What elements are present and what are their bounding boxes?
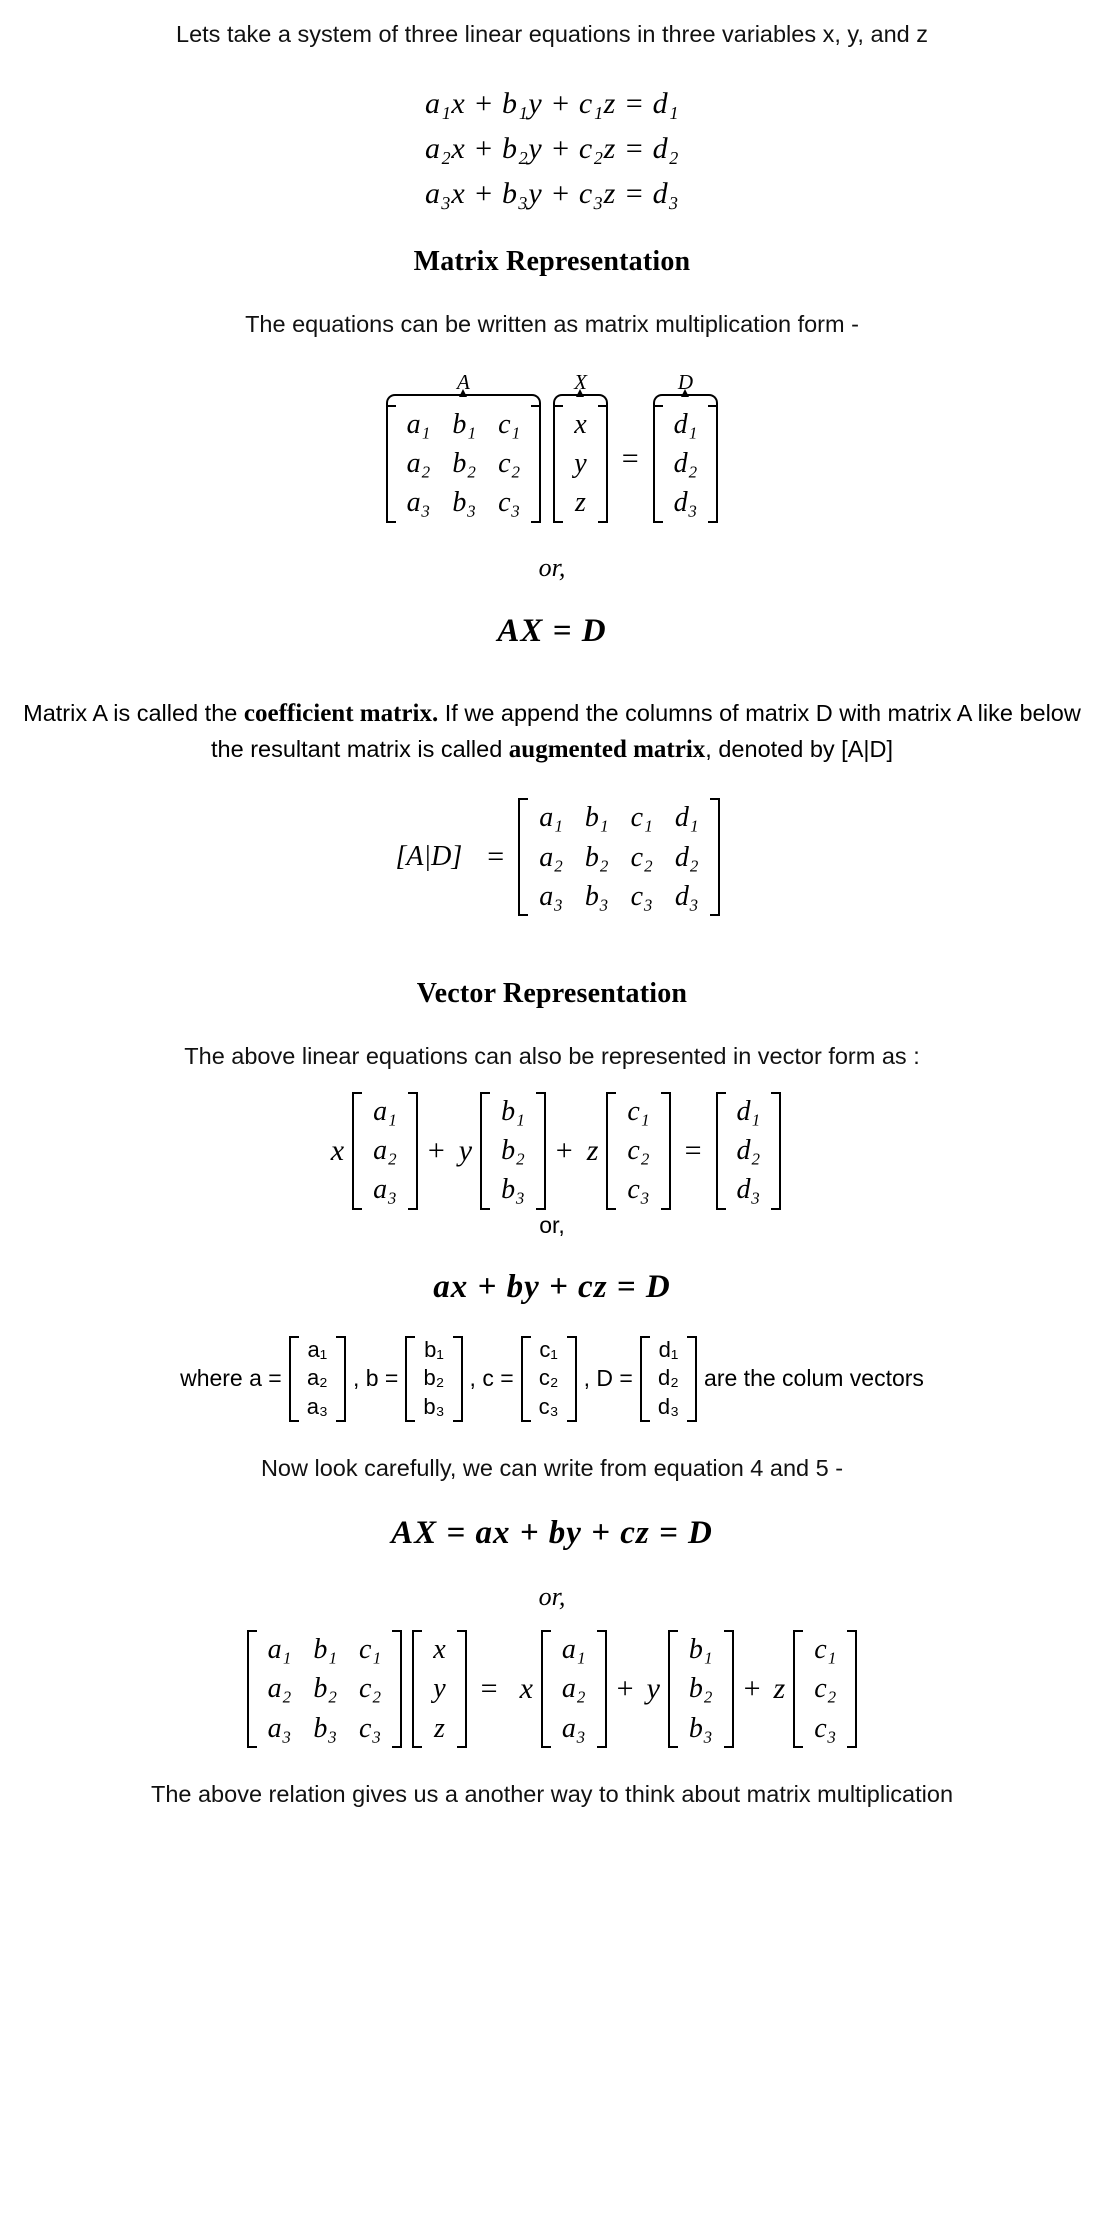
spacer xyxy=(0,51,1104,81)
matrix-row xyxy=(551,1669,597,1708)
final-matrix-A-body xyxy=(257,1630,393,1748)
matrix-X-group xyxy=(553,369,607,523)
matrix-lead-text: The equations can be written as matrix multiplication form - xyxy=(245,311,859,338)
cell: c₁ xyxy=(539,1336,558,1362)
cell: c₃ xyxy=(630,881,653,913)
matrix-row xyxy=(257,1709,393,1748)
matrix-equation-ax-eq-d xyxy=(0,369,1104,523)
equation-3: a₃x + b₃y + c₃z = d₃ xyxy=(424,177,680,211)
cell: b₃ xyxy=(313,1712,338,1744)
spacer xyxy=(0,8,1104,18)
matrix-augmented-body xyxy=(528,798,709,916)
cell: b₂ xyxy=(584,841,609,873)
matrix-row xyxy=(299,1336,336,1365)
spacer xyxy=(0,768,1104,798)
matrix-row xyxy=(663,483,709,522)
plus-sign: + xyxy=(555,1133,573,1167)
column-vector-b-body xyxy=(490,1092,536,1210)
cell: a₁ xyxy=(307,1336,328,1362)
matrix-row xyxy=(650,1393,687,1422)
augmented-matrix-term: augmented matrix xyxy=(508,736,706,764)
brace-label-X: X xyxy=(574,369,587,394)
spacer xyxy=(0,523,1104,553)
vector-d-body xyxy=(650,1336,687,1422)
spacer xyxy=(0,1485,1104,1515)
augmented-paragraph xyxy=(0,696,1104,769)
spacer xyxy=(0,342,1104,372)
matrix-row xyxy=(396,444,532,483)
vector-c-body xyxy=(531,1336,567,1422)
matrix-row xyxy=(396,405,532,444)
vector-a-definition xyxy=(289,1336,346,1422)
cell: b₂ xyxy=(313,1673,338,1705)
cell: b₁ xyxy=(584,802,609,834)
spacer xyxy=(0,1748,1104,1778)
cell: a₁ xyxy=(267,1634,292,1666)
spacer xyxy=(0,1074,1104,1092)
brace-label-A: A xyxy=(457,369,470,394)
equals-sign: = xyxy=(487,840,505,874)
matrix-row xyxy=(563,444,597,483)
augmented-text-b: If we append the columns of matrix D with matrix A like below the resultant matrix is called xyxy=(211,699,1081,763)
matrix-row xyxy=(616,1131,660,1170)
matrix-row xyxy=(650,1336,687,1365)
equals-sign: = xyxy=(480,1672,498,1706)
matrix-A xyxy=(386,405,542,523)
cell: d₁ xyxy=(673,408,698,440)
or-label-2: or, xyxy=(539,1211,565,1238)
bracket-right xyxy=(392,1630,402,1748)
bracket-right xyxy=(336,1336,346,1422)
cell: b₂ xyxy=(452,448,477,480)
cell: d₂ xyxy=(736,1135,761,1167)
cell: a₃ xyxy=(373,1174,397,1206)
cell: a₂ xyxy=(373,1135,397,1167)
cell: b₃ xyxy=(452,487,477,519)
bracket-right xyxy=(536,1092,546,1210)
final-matrix-equation xyxy=(0,1630,1104,1748)
cell: a₁ xyxy=(561,1634,586,1666)
vector-lead-text: The above linear equations can also be represented in vector form as : xyxy=(184,1043,920,1070)
final-matrix-X xyxy=(412,1630,466,1748)
bracket-left xyxy=(553,405,563,523)
spacer xyxy=(0,583,1104,613)
separator-c: , c = xyxy=(469,1365,514,1392)
bracket-right xyxy=(598,405,608,523)
cell: d₁ xyxy=(736,1095,761,1127)
matrix-A-group xyxy=(386,369,542,523)
vector-d-definition xyxy=(640,1336,697,1422)
where-suffix: are the colum vectors xyxy=(704,1365,924,1392)
bracket-left xyxy=(289,1336,299,1422)
cell: y xyxy=(574,448,587,480)
cell: c₂ xyxy=(627,1135,650,1167)
coefficient-x: x xyxy=(330,1133,345,1167)
matrix-row xyxy=(531,1364,567,1393)
coefficient-z: z xyxy=(586,1133,599,1167)
augmented-text-a: Matrix A is called the xyxy=(23,699,244,726)
matrix-row xyxy=(726,1131,772,1170)
matrix-row xyxy=(726,1170,772,1209)
final-column-a-body xyxy=(551,1630,597,1748)
matrix-row xyxy=(490,1131,536,1170)
matrix-row xyxy=(563,405,597,444)
matrix-row xyxy=(803,1630,847,1669)
spacer xyxy=(0,916,1104,978)
matrix-row xyxy=(528,798,709,837)
matrix-row xyxy=(362,1131,408,1170)
cell: c₁ xyxy=(498,408,521,440)
cell: b₁ xyxy=(452,408,477,440)
bracket-right xyxy=(687,1336,697,1422)
cell: b₁ xyxy=(688,1634,713,1666)
over-brace-D xyxy=(653,394,719,405)
separator-d: , D = xyxy=(583,1365,633,1392)
matrix-row xyxy=(551,1630,597,1669)
column-vector-a xyxy=(352,1092,418,1210)
cell: x xyxy=(433,1634,446,1666)
where-definitions-row xyxy=(0,1336,1104,1422)
brace-label-D: D xyxy=(677,369,694,394)
cell: b₂ xyxy=(688,1673,713,1705)
vector-representation-heading: Vector Representation xyxy=(416,978,688,1010)
or-label-3: or, xyxy=(538,1582,566,1612)
cell: b₁ xyxy=(424,1336,444,1362)
cell: b₁ xyxy=(501,1095,525,1127)
cell: c₂ xyxy=(498,448,521,480)
vector-b-definition xyxy=(405,1336,462,1422)
bracket-right xyxy=(567,1336,577,1422)
augmented-text-c: , denoted by [A|D] xyxy=(705,736,893,763)
cell: d₃ xyxy=(673,487,698,519)
bracket-left xyxy=(716,1092,726,1210)
combine-lead-text: Now look carefully, we can write from equation 4 and 5 - xyxy=(260,1454,844,1481)
vector-equation xyxy=(0,1092,1104,1210)
matrix-row xyxy=(362,1092,408,1131)
cell: a₁ xyxy=(373,1095,397,1127)
cell: c₃ xyxy=(359,1712,382,1744)
matrix-row xyxy=(257,1669,393,1708)
bracket-right xyxy=(847,1630,857,1748)
bracket-left xyxy=(668,1630,678,1748)
final-matrix-X-body xyxy=(422,1630,456,1748)
cell: d₃ xyxy=(674,881,699,913)
cell: a₁ xyxy=(539,802,563,834)
cell: a₃ xyxy=(306,1394,328,1420)
cell: a₃ xyxy=(406,487,431,519)
matrix-row xyxy=(299,1364,336,1393)
bracket-right xyxy=(531,405,541,523)
matrix-row xyxy=(803,1709,847,1748)
cell: d₂ xyxy=(658,1365,679,1391)
matrix-row xyxy=(422,1669,456,1708)
cell: y xyxy=(433,1673,446,1705)
closing-line: The above relation gives us a another way to think about matrix multiplication xyxy=(150,1781,954,1808)
augmented-label: [A|D] xyxy=(395,841,463,873)
matrix-row xyxy=(490,1170,536,1209)
matrix-row xyxy=(299,1393,336,1422)
matrix-row xyxy=(616,1170,660,1209)
cell: c₁ xyxy=(814,1634,837,1666)
cell: b₃ xyxy=(584,881,609,913)
bracket-right xyxy=(710,798,720,916)
cell: a₂ xyxy=(267,1673,292,1705)
matrix-row xyxy=(415,1393,452,1422)
column-vector-b xyxy=(480,1092,546,1210)
coefficient-matrix-term: coefficient matrix. xyxy=(243,699,439,727)
over-brace-X xyxy=(553,394,607,405)
final-column-c xyxy=(793,1630,857,1748)
cell: c₂ xyxy=(359,1673,382,1705)
matrix-row xyxy=(422,1630,456,1669)
coefficient-x: x xyxy=(519,1672,533,1706)
matrix-row xyxy=(415,1336,452,1365)
cell: a₃ xyxy=(539,881,563,913)
plus-sign: + xyxy=(743,1672,761,1706)
bracket-right xyxy=(453,1336,463,1422)
matrix-row xyxy=(803,1669,847,1708)
system-of-equations xyxy=(0,81,1104,216)
matrix-augmented xyxy=(518,798,719,916)
vector-a-body xyxy=(299,1336,336,1422)
equation-2: a₂x + b₂y + c₂z = d₂ xyxy=(424,132,680,166)
cell: x xyxy=(574,408,587,440)
matrix-D-group xyxy=(653,369,719,523)
final-matrix-A xyxy=(247,1630,403,1748)
matrix-row xyxy=(663,405,709,444)
cell: z xyxy=(433,1712,445,1744)
column-vector-c xyxy=(606,1092,670,1210)
matrix-row xyxy=(362,1170,408,1209)
column-vector-d xyxy=(716,1092,782,1210)
ax-equals-d: AX = D xyxy=(497,612,607,649)
spacer xyxy=(0,1010,1104,1040)
augmented-matrix-equation xyxy=(0,798,1104,916)
spacer xyxy=(0,1552,1104,1582)
matrix-D-body xyxy=(663,405,709,523)
matrix-row xyxy=(528,877,709,916)
matrix-row xyxy=(422,1709,456,1748)
spacer xyxy=(0,1811,1104,1829)
spacer xyxy=(0,1239,1104,1269)
matrix-row xyxy=(726,1092,772,1131)
bracket-left xyxy=(521,1336,531,1422)
cell: b₃ xyxy=(501,1174,525,1206)
bracket-right xyxy=(708,405,718,523)
bracket-left xyxy=(640,1336,650,1422)
cell: c₁ xyxy=(630,802,653,834)
spacer xyxy=(0,650,1104,696)
bracket-left xyxy=(793,1630,803,1748)
or-label-1: or, xyxy=(538,552,566,582)
matrix-A-body xyxy=(396,405,532,523)
spacer xyxy=(0,1612,1104,1630)
cell: c₂ xyxy=(814,1673,837,1705)
cell: c₃ xyxy=(498,487,521,519)
cell: c₁ xyxy=(627,1095,650,1127)
matrix-X-body xyxy=(563,405,597,523)
cell: c₃ xyxy=(538,1394,559,1420)
bracket-right xyxy=(724,1630,734,1748)
cell: c₂ xyxy=(630,841,653,873)
where-prefix: where a = xyxy=(180,1365,282,1392)
matrix-D xyxy=(653,405,719,523)
cell: b₃ xyxy=(688,1712,713,1744)
cell: a₃ xyxy=(561,1712,586,1744)
cell: a₂ xyxy=(539,841,563,873)
matrix-row xyxy=(650,1364,687,1393)
coefficient-y: y xyxy=(458,1133,473,1167)
matrix-row xyxy=(528,838,709,877)
cell: a₂ xyxy=(406,448,431,480)
bracket-right xyxy=(661,1092,671,1210)
matrix-representation-heading: Matrix Representation xyxy=(413,246,691,278)
column-vector-c-body xyxy=(616,1092,660,1210)
cell: b₃ xyxy=(423,1394,445,1420)
bracket-left xyxy=(518,798,528,916)
coefficient-y: y xyxy=(646,1672,660,1706)
separator-b: , b = xyxy=(352,1365,399,1392)
matrix-row xyxy=(678,1669,724,1708)
spacer xyxy=(0,1306,1104,1336)
cell: c₃ xyxy=(627,1174,650,1206)
equals-sign: = xyxy=(684,1133,702,1167)
cell: b₁ xyxy=(313,1634,338,1666)
matrix-X xyxy=(553,405,607,523)
matrix-row xyxy=(415,1364,452,1393)
spacer xyxy=(0,1422,1104,1452)
column-vector-a-body xyxy=(362,1092,408,1210)
final-column-a xyxy=(541,1630,607,1748)
matrix-row xyxy=(490,1092,536,1131)
bracket-left xyxy=(541,1630,551,1748)
bracket-right xyxy=(597,1630,607,1748)
matrix-row xyxy=(678,1630,724,1669)
cell: a₃ xyxy=(267,1712,292,1744)
equation-1: a₁x + b₁y + c₁z = d₁ xyxy=(424,87,680,121)
matrix-row xyxy=(531,1393,567,1422)
final-column-b xyxy=(668,1630,734,1748)
vector-b-body xyxy=(415,1336,452,1422)
bracket-left xyxy=(386,405,396,523)
cell: d₃ xyxy=(736,1174,761,1206)
cell: b₂ xyxy=(501,1135,525,1167)
combined-identity: AX = ax + by + cz = D xyxy=(391,1515,713,1552)
spacer xyxy=(0,278,1104,308)
cell: d₃ xyxy=(657,1394,680,1420)
matrix-row xyxy=(257,1630,393,1669)
matrix-row xyxy=(396,483,532,522)
spacer xyxy=(0,216,1104,246)
cell: a₂ xyxy=(561,1673,586,1705)
column-vector-d-body xyxy=(726,1092,772,1210)
bracket-left xyxy=(247,1630,257,1748)
vector-compact-equation: ax + by + cz = D xyxy=(433,1268,671,1305)
plus-sign: + xyxy=(616,1672,634,1706)
plus-sign: + xyxy=(427,1133,445,1167)
coefficient-z: z xyxy=(773,1672,786,1706)
matrix-row xyxy=(678,1709,724,1748)
cell: c₃ xyxy=(814,1712,837,1744)
bracket-left xyxy=(405,1336,415,1422)
cell: b₂ xyxy=(423,1365,445,1391)
intro-line: Lets take a system of three linear equations in three variables x, y, and z xyxy=(176,21,928,47)
final-column-b-body xyxy=(678,1630,724,1748)
cell: d₂ xyxy=(674,841,699,873)
matrix-row xyxy=(663,444,709,483)
vector-c-definition xyxy=(521,1336,577,1422)
bracket-left xyxy=(606,1092,616,1210)
matrix-row xyxy=(531,1336,567,1365)
cell: z xyxy=(575,487,586,519)
equals-sign: = xyxy=(621,442,639,476)
cell: a₂ xyxy=(306,1365,328,1391)
bracket-right xyxy=(457,1630,467,1748)
bracket-right xyxy=(771,1092,781,1210)
cell: d₁ xyxy=(658,1336,679,1362)
cell: c₂ xyxy=(538,1365,559,1391)
matrix-row xyxy=(616,1092,660,1131)
matrix-row xyxy=(551,1709,597,1748)
bracket-left xyxy=(412,1630,422,1748)
bracket-left xyxy=(480,1092,490,1210)
cell: d₂ xyxy=(673,448,698,480)
bracket-right xyxy=(408,1092,418,1210)
final-column-c-body xyxy=(803,1630,847,1748)
matrix-row xyxy=(563,483,597,522)
cell: a₁ xyxy=(406,408,431,440)
cell: c₁ xyxy=(359,1634,382,1666)
cell: d₁ xyxy=(674,802,699,834)
bracket-left xyxy=(352,1092,362,1210)
bracket-left xyxy=(653,405,663,523)
over-brace-A xyxy=(386,394,542,405)
